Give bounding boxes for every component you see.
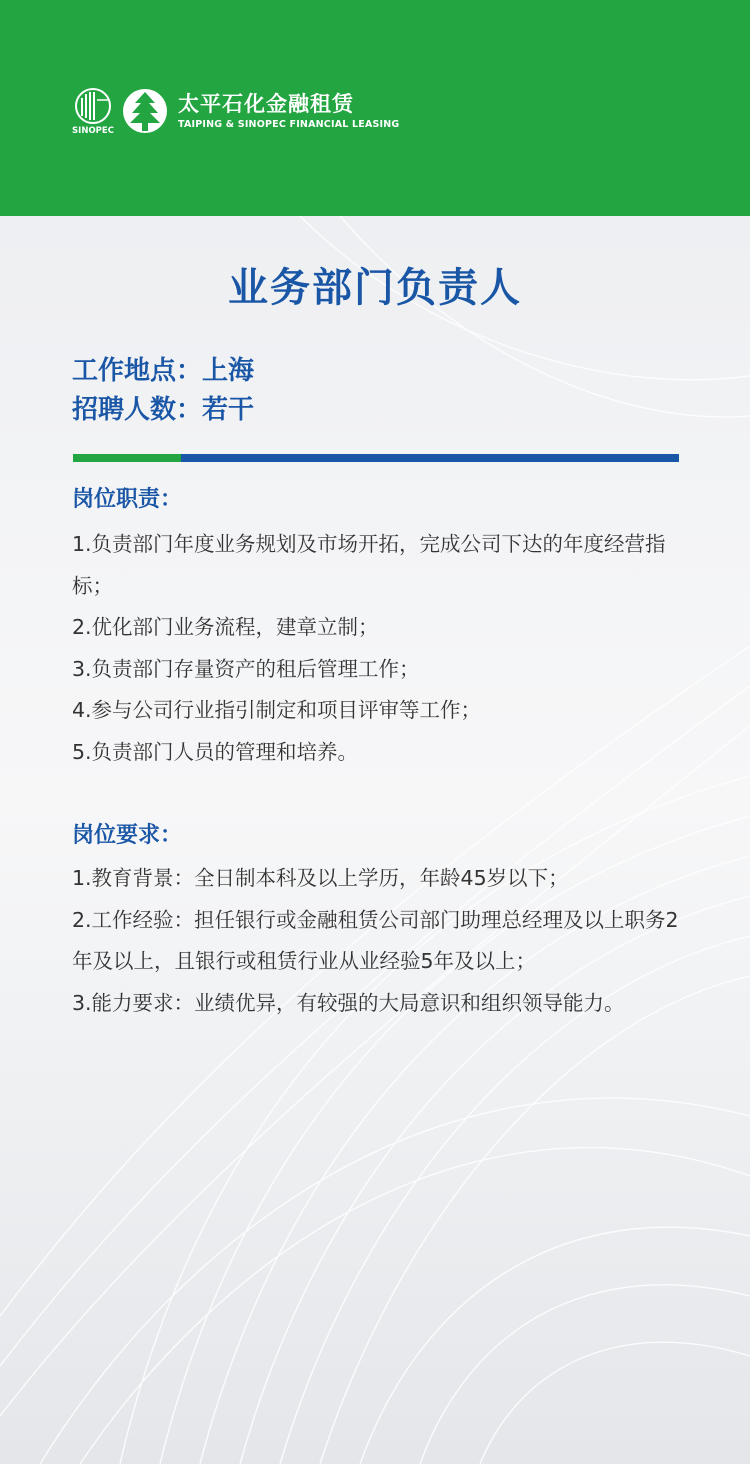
svg-text:SINOPEC: SINOPEC	[72, 126, 114, 136]
brand-text	[178, 91, 399, 131]
headcount: 招聘人数：若干	[72, 395, 255, 425]
company-logo	[70, 86, 399, 136]
job-title: 业务部门负责人	[228, 265, 522, 311]
list-item: 5.负责部门人员的管理和培养。	[72, 739, 359, 764]
list-item: 1.负责部门年度业务规划及市场开拓，完成公司下达的年度经营指标；	[72, 532, 666, 598]
work-location: 工作地点：上海	[72, 356, 255, 386]
duties-list	[72, 524, 682, 773]
requirements-list	[72, 858, 682, 1024]
requirements-heading: 岗位要求：	[72, 823, 183, 848]
list-item: 3.能力要求：业绩优异，有较强的大局意识和组织领导能力。	[72, 990, 625, 1015]
divider-green-segment	[73, 454, 181, 462]
brand-name-cn: 太平石化金融租赁	[178, 92, 354, 116]
divider-blue-segment	[181, 454, 679, 462]
list-item: 2.优化部门业务流程，建章立制；	[72, 615, 379, 639]
job-meta	[72, 352, 254, 430]
list-item: 3.负责部门存量资产的租后管理工作；	[72, 656, 420, 681]
duties-heading: 岗位职责：	[72, 487, 183, 512]
sinopec-logo-icon	[70, 86, 116, 136]
list-item: 1.教育背景：全日制本科及以上学历，年龄45岁以下；	[72, 866, 569, 890]
pine-tree-logo-icon	[122, 87, 168, 135]
header-banner	[0, 0, 750, 216]
brand-name-en: TAIPING & SINOPEC FINANCIAL LEASING	[178, 119, 400, 130]
section-divider	[73, 454, 679, 462]
list-item: 2.工作经验：担任银行或金融租赁公司部门助理总经理及以上职务2年及以上，且银行或租赁行业从业经验5年及以上；	[72, 907, 679, 973]
list-item: 4.参与公司行业指引制定和项目评审等工作；	[72, 698, 482, 722]
